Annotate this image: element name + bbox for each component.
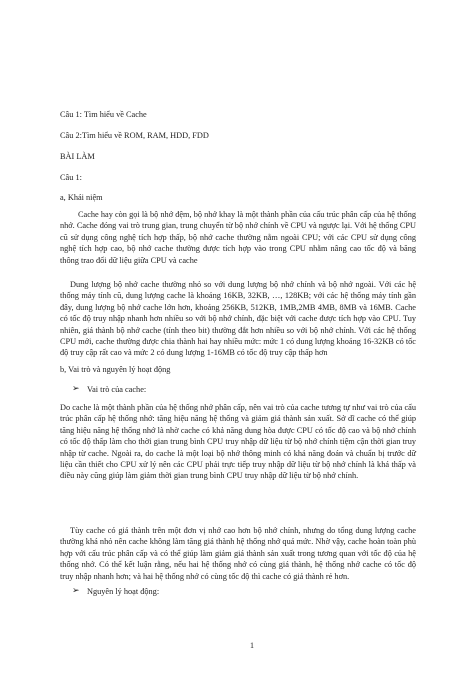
question-1: Câu 1: Tìm hiểu về Cache bbox=[60, 110, 147, 119]
section-b-heading: b, Vai trò và nguyên lý hoạt động bbox=[60, 365, 171, 374]
paragraph-definition: Cache hay còn gọi là bộ nhớ đệm, bộ nhớ khay là một thành phần của cấu trúc phân cấp của hệ thống nhớ. Cache đóng vai trò trung gian, trung chuyển từ bộ nhớ chính về CPU và ngược lại. Với hệ thống CPU cũ sử dụng công nghệ tích hợp thấp, bộ nhớ cache thường nằm ngoài CPU; với các CPU sử dụng công nghệ tích hợp cao, bộ nhớ cache thường được tích hợp vào trong CPU nhằm nâng cao tốc độ và băng thông trao đổi dữ liệu giữa CPU và cache bbox=[60, 210, 416, 265]
section-a-heading: a, Khái niệm bbox=[60, 193, 103, 202]
paragraph-capacity: Dung lượng bộ nhớ cache thường nhỏ so với dung lượng bộ nhớ chính và bộ nhớ ngoài. Với các hệ thống máy tính cũ, dung lượng cache là khoảng 16KB, 32KB, …, 128KB; với các hệ thống máy tính gần đây, dung lượng bộ nhớ cache lớn hơn, khoảng 256KB, 512KB, 1MB,2MB 4MB, 8MB và 16MB. Cache có tốc độ truy nhập nhanh hơn nhiều so với bộ nhớ chính, đặc biệt với cache được tích hợp vào CPU. Tuy nhiên, giá thành bộ nhớ cache (tính theo bit) thường đắt hơn nhiều so với bộ nhớ chính. Với các hệ thống CPU mới, cache thường được chia thành hai hay nhiều mức: mức 1 có dung lượng khoảng 16-32KB có tốc độ truy cập rất cao và mức 2 có dung lượng 1-16MB có tốc độ truy cập thấp hơn bbox=[60, 280, 416, 358]
paragraph-cost: Tùy cache có giá thành trên một đơn vị nhớ cao hơn bộ nhớ chính, nhưng do tổng dung lượng cache thường khá nhỏ nên cache không làm tăng giá thành hệ thống nhớ quá mức. Nhờ vậy, cache hoàn toàn phù hợp với cấu trúc phân cấp và có thể giúp làm giảm giá thành sản xuất trong tương quan với tốc độ của hệ thống nhớ. Có thể kết luận rằng, nếu hai hệ thống nhớ có cùng giá thành, hệ thống nhớ cache có tốc độ truy nhập nhanh hơn; và hai hệ thống nhớ có cùng tốc độ thì cache có giá thành rẻ hơn. bbox=[60, 526, 416, 581]
answer-heading: BÀI LÀM bbox=[60, 152, 95, 161]
bullet-role: Vai trò của cache: bbox=[87, 385, 147, 394]
page-number: 1 bbox=[250, 641, 254, 650]
bullet-arrow-icon: ➢ bbox=[72, 585, 80, 595]
paragraph-role: Do cache là một thành phần của hệ thống nhớ phân cấp, nên vai trò của cache tương tự như vai trò của cấu trúc phân cấp hệ thống nhớ: tăng hiệu năng hệ thống và giảm giá thành sản xuất. Sở dĩ cache có thể giúp tăng hiệu năng hệ thống nhớ là nhờ cache có khả năng dung hòa được CPU có tốc độ cao và bộ nhớ chính có tốc độ thấp làm cho thời gian trung bình CPU truy nhập dữ liệu từ bộ nhớ chính tiệm cận thời gian truy nhập từ cache. Ngoài ra, do cache là một loại bộ nhớ thông minh có khả năng đoán và chuẩn bị trước dữ liệu cần thiết cho CPU xử lý nên các CPU phải trực tiếp truy nhập dữ liệu từ bộ nhớ chính là khá thấp và điều này cũng giúp làm giảm thời gian trung bình CPU truy nhập dữ liệu từ bộ nhớ chính. bbox=[60, 403, 416, 481]
bullet-principle: Nguyên lý hoạt động: bbox=[87, 587, 160, 596]
bullet-arrow-icon: ➢ bbox=[72, 383, 80, 393]
answer-1-label: Câu 1: bbox=[60, 173, 82, 182]
question-2: Câu 2:Tìm hiểu về ROM, RAM, HDD, FDD bbox=[60, 131, 209, 140]
